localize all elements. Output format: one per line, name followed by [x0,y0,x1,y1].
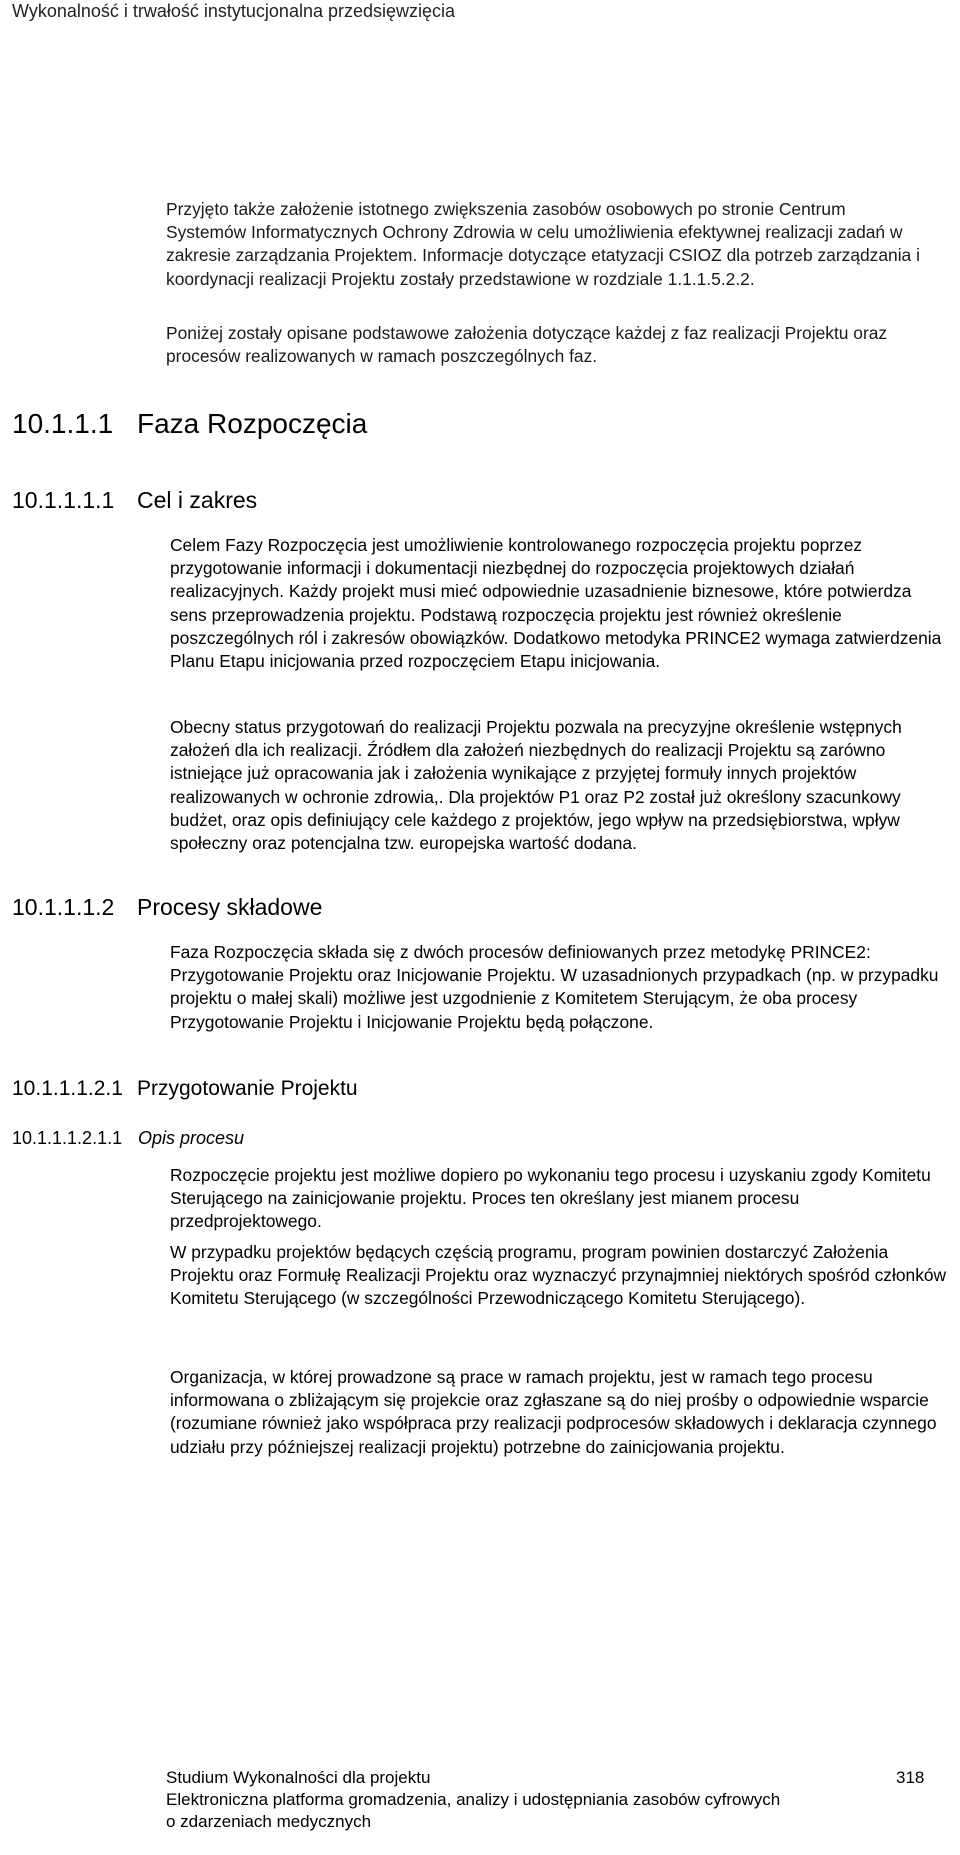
intro-paragraph-1: Przyjęto także założenie istotnego zwiększenia zasobów osobowych po stronie Centrum Systemów Informatycznych Ochrony Zdrowia w celu umożliwienia efektywnej realizacji zadań w zakresie zarządzania Projektem. Informacje dotyczące etatyzacji CSIOZ dla potrzeb zarządzania i koordynacji realizacji Projektu zostały przedstawione w rozdziale 1.1.1.5.2.2. [166,199,920,289]
heading-title: Cel i zakres [137,487,258,513]
footer-line-3: o zdarzeniach medycznych [166,1812,372,1831]
heading-title: Faza Rozpoczęcia [137,408,368,439]
footer-line-1: Studium Wykonalności dla projektu [166,1768,431,1787]
footer-line-2: Elektroniczna platforma gromadzenia, analizy i udostępniania zasobów cyfrowych [166,1790,781,1809]
opis-paragraph-2: W przypadku projektów będących częścią programu, program powinien dostarczyć Założenia Projektu oraz Formułę Realizacji Projektu oraz wyznaczyć przynajmniej niektórych spośród członków Komitetu Sterującego (w szczególności Przewodniczącego Komitetu Sterującego). [170,1242,947,1309]
heading-number: 10.1.1.1.2.1 [12,1077,123,1100]
opis-paragraph-3: Organizacja, w której prowadzone są prace w ramach projektu, jest w ramach tego procesu informowana o zbliżającym się projekcie oraz zgłaszane są do niej prośby o odpowiednie wsparcie (rozumiane również jako współpraca przy realizacji podprocesów składowych i deklaracja czynnego udziału przy późniejszej realizacji projektu) potrzebne do zainicjowania projektu. [170,1367,937,1457]
opis-paragraph-1: Rozpoczęcie projektu jest możliwe dopiero po wykonaniu tego procesu i uzyskaniu zgody Komitetu Sterującego na zainicjowanie projektu. Proces ten określany jest mianem procesu przedprojektowego. [170,1165,931,1232]
heading-number: 10.1.1.1.1 [12,487,115,513]
cel-paragraph-1: Celem Fazy Rozpoczęcia jest umożliwienie kontrolowanego rozpoczęcia projektu poprzez przygotowanie informacji i dokumentacji niezbędnej do rozpoczęcia projektowych działań realizacyjnych. Każdy projekt musi mieć odpowiednie uzasadnienie biznesowe, które potwierdza sens przeprowadzenia projektu. Podstawą rozpoczęcia projektu jest również określenie poszczególnych ról i zakresów obowiązków. Dodatkowo metodyka PRINCE2 wymaga zatwierdzenia Planu Etapu inicjowania przed rozpoczęciem Etapu inicjowania. [170,535,942,672]
heading-title: Opis procesu [138,1128,245,1148]
running-header: Wykonalność i trwałość instytucjonalna przedsięwzięcia [12,1,456,21]
heading-title: Przygotowanie Projektu [137,1077,358,1100]
page-number: 318 [896,1768,925,1787]
heading-title: Procesy składowe [137,894,323,920]
cel-paragraph-2: Obecny status przygotowań do realizacji Projektu pozwala na precyzyjne określenie wstępnych założeń dla ich realizacji. Źródłem dla założeń niezbędnych do realizacji Projektu są zarówno istniejące już opracowania jak i założenia wynikające z przyjętej formuły innych projektów realizowanych w ochronie zdrowia,. Dla projektów P1 oraz P2 został już określony szacunkowy budżet, oraz opis definiujący cele każdego z projektów, jego wpływ na przedsiębiorstwa, wpływ społeczny oraz potencjalna tzw. europejska wartość dodana. [170,717,902,854]
heading-number: 10.1.1.1 [12,408,114,439]
page-footer [166,1767,886,1833]
procesy-paragraph-1: Faza Rozpoczęcia składa się z dwóch procesów definiowanych przez metodykę PRINCE2: Przygotowanie Projektu oraz Inicjowanie Projektu. W uzasadnionych przypadkach (np. w przypadku projektu o małej skali) możliwe jest uzgodnienie z Komitetem Sterującym, że oba procesy Przygotowanie Projektu i Inicjowanie Projektu będą połączone. [170,942,939,1032]
heading-number: 10.1.1.1.2.1.1 [12,1128,123,1148]
heading-number: 10.1.1.1.2 [12,894,115,920]
intro-paragraph-2: Poniżej zostały opisane podstawowe założenia dotyczące każdej z faz realizacji Projektu oraz procesów realizowanych w ramach poszczególnych faz. [166,323,888,367]
